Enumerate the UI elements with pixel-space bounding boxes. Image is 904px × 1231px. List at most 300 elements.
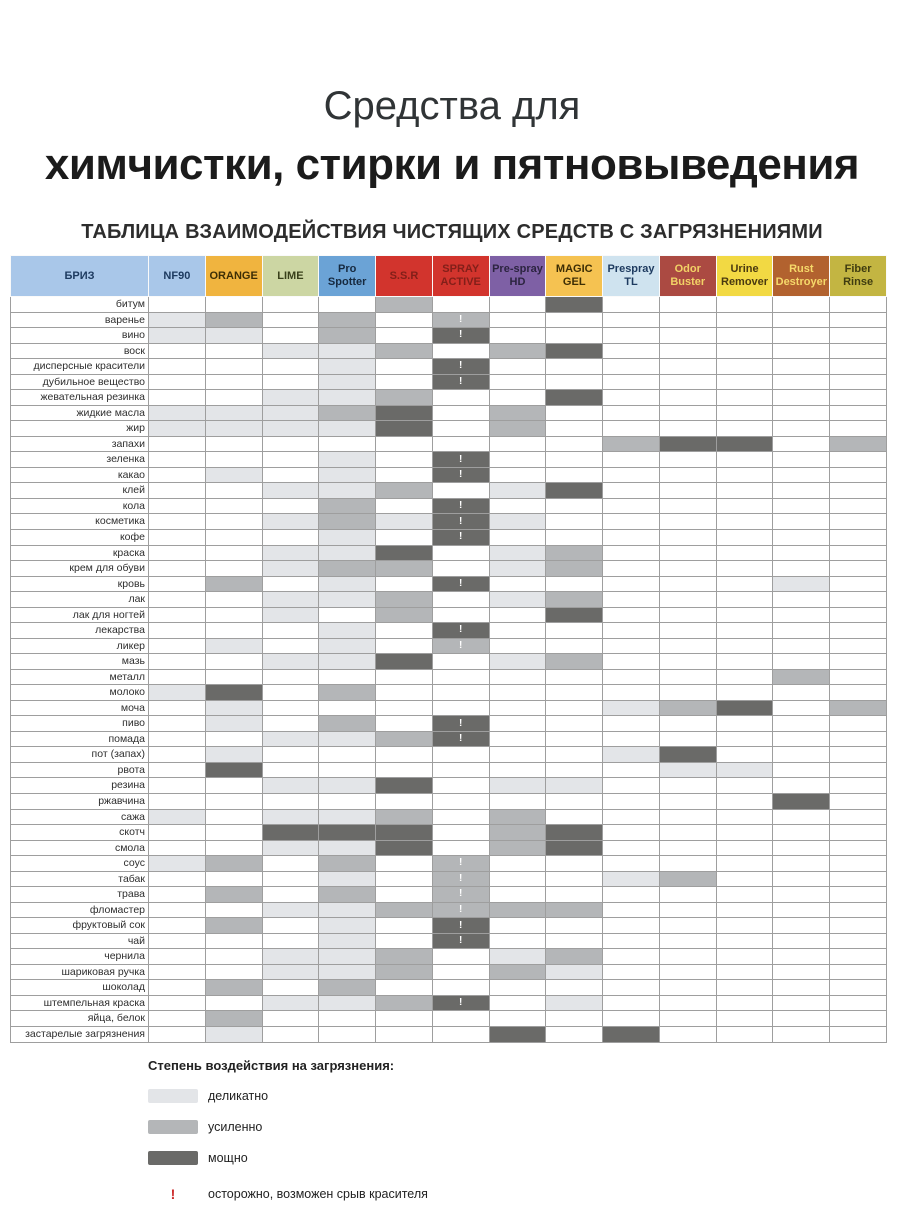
grid-cell xyxy=(489,1026,546,1042)
grid-cell xyxy=(716,933,773,949)
grid-cell xyxy=(830,778,887,794)
grid-cell xyxy=(546,343,603,359)
grid-cell xyxy=(149,452,206,468)
grid-cell xyxy=(716,995,773,1011)
grid-cell xyxy=(376,545,433,561)
page-title-line1: Средства для xyxy=(323,84,581,128)
grid-cell xyxy=(489,871,546,887)
grid-cell xyxy=(830,933,887,949)
grid-cell xyxy=(659,669,716,685)
grid-cell xyxy=(830,623,887,639)
grid-cell xyxy=(773,794,830,810)
grid-cell xyxy=(830,529,887,545)
grid-cell xyxy=(489,731,546,747)
table-row xyxy=(11,374,887,390)
grid-cell xyxy=(773,405,830,421)
grid-cell xyxy=(262,561,319,577)
grid-cell xyxy=(432,669,489,685)
table-row xyxy=(11,607,887,623)
grid-cell xyxy=(149,529,206,545)
grid-cell xyxy=(716,809,773,825)
grid-cell xyxy=(319,374,376,390)
grid-cell xyxy=(489,685,546,701)
row-label: яйца, белок xyxy=(11,1011,149,1027)
grid-cell xyxy=(149,887,206,903)
grid-cell xyxy=(659,359,716,375)
grid-cell xyxy=(489,887,546,903)
grid-cell xyxy=(376,312,433,328)
grid-cell xyxy=(262,964,319,980)
grid-cell xyxy=(489,483,546,499)
grid-cell xyxy=(546,949,603,965)
grid-cell xyxy=(205,421,262,437)
table-row xyxy=(11,654,887,670)
grid-cell xyxy=(432,483,489,499)
grid-cell xyxy=(376,374,433,390)
grid-cell xyxy=(376,328,433,344)
grid-cell xyxy=(432,794,489,810)
grid-cell xyxy=(546,747,603,763)
grid-cell xyxy=(830,390,887,406)
grid-cell xyxy=(262,716,319,732)
row-label: табак xyxy=(11,871,149,887)
grid-cell xyxy=(262,809,319,825)
grid-cell xyxy=(376,623,433,639)
table-row xyxy=(11,964,887,980)
grid-cell xyxy=(376,498,433,514)
grid-cell xyxy=(205,561,262,577)
grid-cell xyxy=(205,825,262,841)
grid-cell xyxy=(489,933,546,949)
grid-cell xyxy=(716,700,773,716)
table-row xyxy=(11,576,887,592)
grid-cell xyxy=(716,374,773,390)
grid-cell xyxy=(205,623,262,639)
grid-cell xyxy=(830,809,887,825)
corner-header-briz: БРИЗ xyxy=(11,256,149,297)
grid-cell xyxy=(262,747,319,763)
grid-cell xyxy=(205,436,262,452)
grid-cell xyxy=(205,654,262,670)
matrix-header-row xyxy=(11,256,887,297)
grid-cell xyxy=(376,918,433,934)
grid-cell xyxy=(262,995,319,1011)
grid-cell xyxy=(376,902,433,918)
grid-cell xyxy=(262,514,319,530)
grid-cell xyxy=(546,778,603,794)
row-label: вино xyxy=(11,328,149,344)
row-label: пот (запах) xyxy=(11,747,149,763)
grid-cell xyxy=(149,762,206,778)
grid-cell xyxy=(205,778,262,794)
table-row xyxy=(11,390,887,406)
column-header: Odor Buster xyxy=(659,256,716,297)
grid-cell xyxy=(205,871,262,887)
grid-cell xyxy=(205,700,262,716)
grid-cell xyxy=(603,809,660,825)
grid-cell xyxy=(262,778,319,794)
table-row xyxy=(11,995,887,1011)
table-row xyxy=(11,887,887,903)
grid-cell xyxy=(149,778,206,794)
grid-cell xyxy=(205,840,262,856)
grid-cell xyxy=(149,390,206,406)
grid-cell xyxy=(603,297,660,313)
grid-cell xyxy=(659,933,716,949)
grid-cell xyxy=(659,887,716,903)
grid-cell xyxy=(376,933,433,949)
grid-cell xyxy=(262,343,319,359)
grid-cell xyxy=(716,1026,773,1042)
grid-cell xyxy=(773,328,830,344)
matrix-header xyxy=(11,256,887,297)
grid-cell xyxy=(319,887,376,903)
grid-cell xyxy=(262,312,319,328)
grid-cell-warning: ! xyxy=(432,374,489,390)
grid-cell xyxy=(603,405,660,421)
table-row xyxy=(11,452,887,468)
grid-cell xyxy=(149,607,206,623)
grid-cell xyxy=(489,312,546,328)
grid-cell xyxy=(546,700,603,716)
row-label: лак для ногтей xyxy=(11,607,149,623)
grid-cell xyxy=(489,576,546,592)
column-header: Pre-spray HD xyxy=(489,256,546,297)
grid-cell xyxy=(489,949,546,965)
grid-cell xyxy=(546,887,603,903)
grid-cell xyxy=(376,980,433,996)
row-label: ржавчина xyxy=(11,794,149,810)
grid-cell xyxy=(376,607,433,623)
grid-cell xyxy=(659,545,716,561)
grid-cell xyxy=(830,545,887,561)
grid-cell xyxy=(489,638,546,654)
grid-cell xyxy=(773,1026,830,1042)
grid-cell xyxy=(603,529,660,545)
grid-cell xyxy=(432,980,489,996)
grid-cell xyxy=(376,887,433,903)
grid-cell xyxy=(489,902,546,918)
grid-cell xyxy=(376,297,433,313)
grid-cell xyxy=(659,949,716,965)
row-label: запахи xyxy=(11,436,149,452)
grid-cell xyxy=(262,1011,319,1027)
grid-cell xyxy=(262,762,319,778)
grid-cell xyxy=(773,561,830,577)
grid-cell xyxy=(262,700,319,716)
grid-cell xyxy=(376,964,433,980)
grid-cell xyxy=(149,312,206,328)
table-row xyxy=(11,297,887,313)
grid-cell-warning: ! xyxy=(432,871,489,887)
grid-cell xyxy=(376,794,433,810)
grid-cell xyxy=(830,297,887,313)
grid-cell xyxy=(376,654,433,670)
grid-cell xyxy=(205,312,262,328)
grid-cell xyxy=(546,405,603,421)
grid-cell xyxy=(205,374,262,390)
grid-cell xyxy=(262,359,319,375)
grid-cell xyxy=(376,995,433,1011)
grid-cell xyxy=(659,390,716,406)
grid-cell xyxy=(830,840,887,856)
grid-cell xyxy=(546,390,603,406)
column-header: Fiber Rinse xyxy=(830,256,887,297)
grid-cell xyxy=(659,654,716,670)
grid-cell xyxy=(773,840,830,856)
grid-cell xyxy=(603,887,660,903)
grid-cell xyxy=(205,856,262,872)
grid-cell xyxy=(546,545,603,561)
row-label: жир xyxy=(11,421,149,437)
grid-cell xyxy=(830,762,887,778)
grid-cell xyxy=(773,359,830,375)
grid-cell xyxy=(773,1011,830,1027)
grid-cell xyxy=(659,467,716,483)
grid-cell xyxy=(262,654,319,670)
grid-cell xyxy=(319,1011,376,1027)
grid-cell xyxy=(603,576,660,592)
grid-cell xyxy=(432,685,489,701)
grid-cell xyxy=(773,685,830,701)
grid-cell xyxy=(149,436,206,452)
row-label: воск xyxy=(11,343,149,359)
grid-cell-warning: ! xyxy=(432,576,489,592)
table-row xyxy=(11,762,887,778)
grid-cell xyxy=(830,902,887,918)
grid-cell xyxy=(659,685,716,701)
grid-cell xyxy=(432,654,489,670)
grid-cell-warning: ! xyxy=(432,312,489,328)
grid-cell xyxy=(546,933,603,949)
grid-cell xyxy=(830,467,887,483)
row-label: битум xyxy=(11,297,149,313)
grid-cell xyxy=(603,421,660,437)
table-row xyxy=(11,1011,887,1027)
grid-cell-warning: ! xyxy=(432,623,489,639)
grid-cell xyxy=(319,576,376,592)
grid-cell xyxy=(773,498,830,514)
grid-cell xyxy=(659,576,716,592)
grid-cell xyxy=(489,856,546,872)
grid-cell xyxy=(376,436,433,452)
grid-cell xyxy=(716,359,773,375)
grid-cell xyxy=(319,514,376,530)
grid-cell xyxy=(659,809,716,825)
grid-cell xyxy=(205,949,262,965)
grid-cell xyxy=(319,312,376,328)
grid-cell xyxy=(773,343,830,359)
grid-cell xyxy=(376,1026,433,1042)
grid-cell xyxy=(830,452,887,468)
grid-cell xyxy=(319,545,376,561)
grid-cell xyxy=(149,902,206,918)
grid-cell xyxy=(603,995,660,1011)
grid-cell xyxy=(489,498,546,514)
grid-cell xyxy=(546,716,603,732)
grid-cell xyxy=(546,762,603,778)
grid-cell xyxy=(716,421,773,437)
grid-cell xyxy=(376,638,433,654)
grid-cell xyxy=(205,794,262,810)
grid-cell xyxy=(546,374,603,390)
row-label: рвота xyxy=(11,762,149,778)
row-label: пиво xyxy=(11,716,149,732)
grid-cell xyxy=(432,809,489,825)
grid-cell xyxy=(149,949,206,965)
grid-cell xyxy=(432,545,489,561)
grid-cell xyxy=(603,1011,660,1027)
legend-swatch-level-3 xyxy=(148,1151,198,1165)
row-label: металл xyxy=(11,669,149,685)
grid-cell xyxy=(603,871,660,887)
grid-cell xyxy=(830,685,887,701)
grid-cell xyxy=(603,778,660,794)
table-row xyxy=(11,747,887,763)
grid-cell xyxy=(603,716,660,732)
grid-cell xyxy=(319,623,376,639)
grid-cell xyxy=(489,343,546,359)
grid-cell xyxy=(319,809,376,825)
grid-cell xyxy=(546,328,603,344)
grid-cell xyxy=(262,871,319,887)
grid-cell xyxy=(319,669,376,685)
grid-cell xyxy=(603,856,660,872)
table-row xyxy=(11,623,887,639)
grid-cell xyxy=(149,871,206,887)
grid-cell xyxy=(546,964,603,980)
grid-cell xyxy=(205,359,262,375)
grid-cell xyxy=(319,529,376,545)
grid-cell xyxy=(376,825,433,841)
row-label: мазь xyxy=(11,654,149,670)
grid-cell xyxy=(205,514,262,530)
grid-cell xyxy=(432,561,489,577)
grid-cell xyxy=(149,825,206,841)
grid-cell xyxy=(603,654,660,670)
grid-cell-warning: ! xyxy=(432,918,489,934)
grid-cell xyxy=(489,669,546,685)
grid-cell xyxy=(376,576,433,592)
grid-cell xyxy=(376,452,433,468)
row-label: сажа xyxy=(11,809,149,825)
grid-cell xyxy=(319,452,376,468)
grid-cell xyxy=(773,529,830,545)
grid-cell xyxy=(659,421,716,437)
grid-cell xyxy=(319,964,376,980)
grid-cell xyxy=(149,654,206,670)
grid-cell xyxy=(149,297,206,313)
grid-cell xyxy=(489,452,546,468)
grid-cell xyxy=(319,762,376,778)
column-header: Urine Remover xyxy=(716,256,773,297)
grid-cell xyxy=(489,918,546,934)
grid-cell xyxy=(716,529,773,545)
grid-cell xyxy=(376,747,433,763)
grid-cell xyxy=(262,328,319,344)
grid-cell xyxy=(773,669,830,685)
grid-cell xyxy=(376,685,433,701)
grid-cell xyxy=(205,390,262,406)
column-header: Prespray TL xyxy=(603,256,660,297)
grid-cell xyxy=(603,390,660,406)
grid-cell xyxy=(603,312,660,328)
grid-cell xyxy=(319,856,376,872)
table-row xyxy=(11,933,887,949)
grid-cell xyxy=(659,483,716,499)
grid-cell xyxy=(603,700,660,716)
table-row xyxy=(11,343,887,359)
legend-warning-row xyxy=(148,1186,428,1202)
grid-cell xyxy=(716,731,773,747)
grid-cell xyxy=(773,452,830,468)
grid-cell xyxy=(603,794,660,810)
row-label: помада xyxy=(11,731,149,747)
grid-cell xyxy=(830,964,887,980)
grid-cell xyxy=(319,794,376,810)
grid-cell xyxy=(262,918,319,934)
grid-cell xyxy=(319,871,376,887)
grid-cell xyxy=(319,297,376,313)
grid-cell-warning: ! xyxy=(432,716,489,732)
grid-cell xyxy=(319,685,376,701)
grid-cell xyxy=(489,654,546,670)
grid-cell xyxy=(205,716,262,732)
grid-cell xyxy=(149,700,206,716)
grid-cell xyxy=(716,312,773,328)
grid-cell xyxy=(830,374,887,390)
grid-cell xyxy=(773,592,830,608)
grid-cell xyxy=(830,405,887,421)
table-subtitle: ТАБЛИЦА ВЗАИМОДЕЙСТВИЯ ЧИСТЯЩИХ СРЕДСТВ С ЗАГРЯЗНЕНИЯМИ xyxy=(81,221,823,243)
grid-cell xyxy=(773,887,830,903)
grid-cell xyxy=(773,483,830,499)
grid-cell xyxy=(489,1011,546,1027)
grid-cell xyxy=(603,731,660,747)
grid-cell xyxy=(773,312,830,328)
table-row xyxy=(11,949,887,965)
grid-cell xyxy=(262,452,319,468)
grid-cell xyxy=(546,529,603,545)
grid-cell xyxy=(659,856,716,872)
row-label: кола xyxy=(11,498,149,514)
grid-cell xyxy=(262,529,319,545)
grid-cell xyxy=(149,964,206,980)
grid-cell-warning: ! xyxy=(432,638,489,654)
grid-cell xyxy=(773,467,830,483)
grid-cell-warning: ! xyxy=(432,514,489,530)
grid-cell xyxy=(205,545,262,561)
grid-cell xyxy=(319,949,376,965)
grid-cell xyxy=(773,856,830,872)
grid-cell xyxy=(773,964,830,980)
grid-cell xyxy=(659,964,716,980)
row-label: дисперсные красители xyxy=(11,359,149,375)
grid-cell xyxy=(773,871,830,887)
grid-cell xyxy=(205,918,262,934)
grid-cell xyxy=(773,700,830,716)
legend-item-label: усиленно xyxy=(208,1120,263,1134)
grid-cell xyxy=(773,374,830,390)
grid-cell xyxy=(830,856,887,872)
grid-cell xyxy=(659,1011,716,1027)
grid-cell xyxy=(830,700,887,716)
grid-cell xyxy=(546,856,603,872)
grid-cell xyxy=(603,825,660,841)
grid-cell xyxy=(489,390,546,406)
grid-cell xyxy=(319,607,376,623)
warning-exclamation-icon: ! xyxy=(170,1186,176,1202)
